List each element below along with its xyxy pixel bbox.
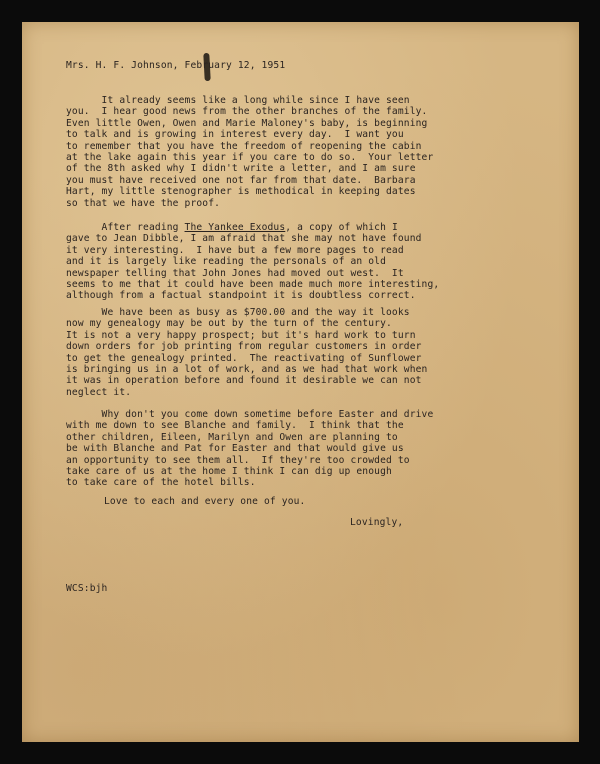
text-line: gave to Jean Dibble, I am afraid that she may not have found (66, 233, 422, 245)
text-line: is bringing us in a lot of work, and as we had that work when (66, 364, 428, 376)
signoff: Lovingly, (350, 517, 404, 528)
text-line: an opportunity to see them all. If they're too crowded to (66, 454, 410, 466)
text-line: Why don't you come down sometime before Easter and drive (66, 409, 434, 420)
text-line: seems to me that it could have been made much more interesting, (66, 279, 440, 291)
text-line: It already seems like a long while since I have seen (66, 95, 410, 106)
text-line: you must have received one not far from that date. Barbara (66, 174, 416, 186)
text-line: It is not a very happy prospect; but it's hard work to turn (66, 329, 416, 341)
paragraph-2-lead: After reading (66, 222, 185, 233)
letter-heading: Mrs. H. F. Johnson, February 12, 1951 (66, 60, 286, 71)
book-title: The Yankee Exodus (184, 222, 286, 233)
text-line: although from a factual standpoint it is doubtless correct. (66, 290, 416, 302)
paragraph-2-lead-end: , a copy of which I (285, 222, 398, 233)
text-line: We have been as busy as $700.00 and the way it looks (66, 307, 410, 318)
text-line: you. I hear good news from the other branches of the family. (66, 106, 428, 118)
text-line: to remember that you have the freedom of reopening the cabin (66, 140, 422, 152)
paragraph-1 (66, 95, 433, 209)
text-line: Even little Owen, Owen and Marie Maloney's baby, is beginning (66, 117, 428, 129)
text-line: to talk and is growing in interest every day. I want you (66, 129, 404, 141)
paragraph-2-first-line (66, 222, 439, 233)
text-line: now my genealogy may be out by the turn of the century. (66, 318, 392, 330)
text-line: and it is largely like reading the personals of an old (66, 256, 386, 268)
reference-initials: WCS:bjh (66, 583, 108, 594)
paragraph-2 (66, 222, 439, 302)
text-line: it was in operation before and found it desirable we can not (66, 375, 422, 387)
text-line: with me down to see Blanche and family. I think that the (66, 420, 404, 432)
text-line: be with Blanche and Pat for Easter and that would give us (66, 443, 404, 455)
paragraph-4 (66, 409, 433, 489)
text-line: so that we have the proof. (66, 197, 221, 209)
text-line: to take care of the hotel bills. (66, 477, 256, 489)
text-line: to get the genealogy printed. The reactivating of Sunflower (66, 352, 422, 364)
text-line: neglect it. (66, 386, 132, 398)
text-line: at the lake again this year if you care to do so. Your letter (66, 152, 434, 164)
text-line: other children, Eileen, Marilyn and Owen are planning to (66, 431, 398, 443)
paragraph-3 (66, 307, 427, 398)
text-line: it very interesting. I have but a few more pages to read (66, 244, 404, 256)
text-line: down orders for job printing from regular customers in order (66, 341, 422, 353)
text-line: take care of us at the home I think I can dig up enough (66, 466, 392, 478)
text-line: newspaper telling that John Jones had moved out west. It (66, 267, 404, 279)
text-line: of the 8th asked why I didn't write a letter, and I am sure (66, 163, 416, 175)
closing-line: Love to each and every one of you. (104, 496, 306, 507)
text-line: Hart, my little stenographer is methodical in keeping dates (66, 186, 416, 198)
